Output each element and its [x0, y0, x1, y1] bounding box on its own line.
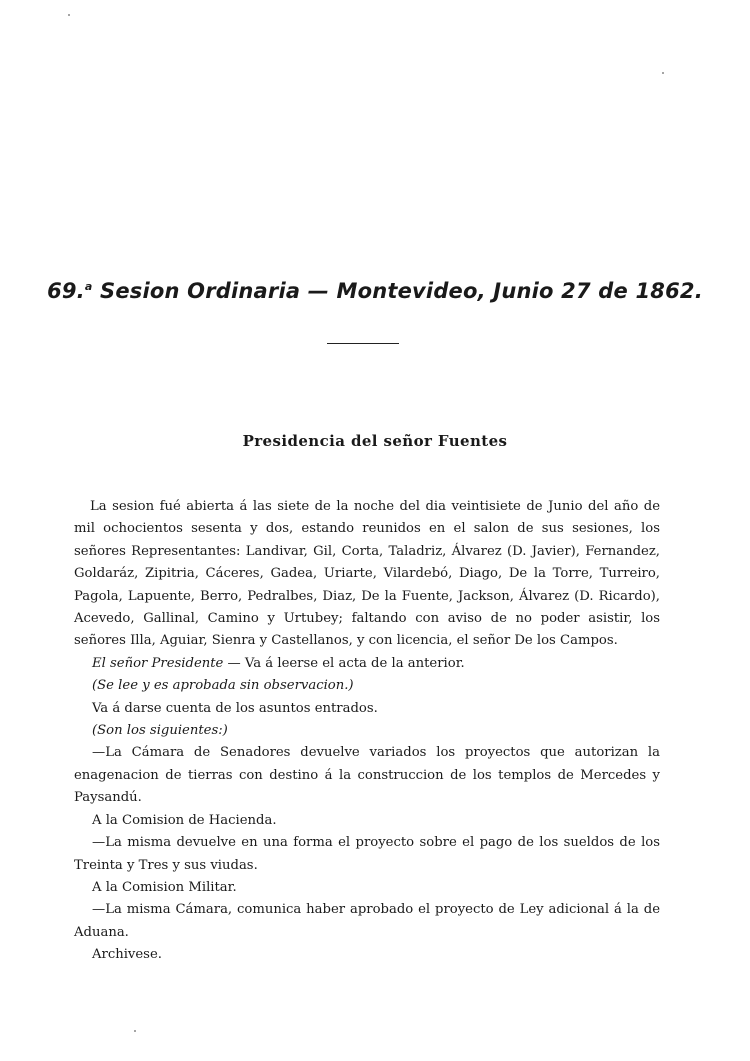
speaker-name: El señor Presidente: [92, 655, 224, 671]
item-3: —La misma Cámara, comunica haber aprobado el proyecto de Ley adicional á la de Aduana.: [74, 902, 660, 940]
session-title-text: Sesion Ordinaria — Montevideo, Junio 27 de 1862.: [100, 279, 703, 303]
item-1-destination: A la Comision de Hacienda.: [92, 812, 277, 828]
scan-speck: [662, 72, 664, 74]
item-1: —La Cámara de Senadores devuelve variados los proyectos que autorizan la enagenacion de tierras con destino á la construccion de los templos de Mercedes y Paysandú.: [74, 745, 660, 806]
item-2: —La misma devuelve en una forma el proyecto sobre el pago de los sueldos de los Treinta y Tres y sus viudas.: [74, 835, 660, 873]
item-3-destination: Archivese.: [92, 947, 162, 963]
approval-note: [74, 675, 660, 697]
following-note-text: (Son los siguientes:): [92, 723, 228, 739]
following-note: [74, 720, 660, 742]
session-number-sup: a: [84, 280, 93, 293]
item-2-destination: A la Comision Militar.: [92, 879, 237, 895]
session-number: 69.: [47, 279, 85, 303]
scan-speck: [134, 1030, 136, 1032]
presidency-heading: Presidencia del señor Fuentes: [242, 432, 508, 450]
session-title: [0, 279, 750, 303]
scan-speck: [68, 14, 70, 16]
minutes-body: [74, 496, 660, 967]
speaker-text: — Va á leerse el acta de la anterior.: [223, 655, 465, 671]
title-divider: [327, 343, 399, 344]
opening-paragraph: La sesion fué abierta á las siete de la noche del dia veintisiete de Junio del año de mil ochocientos sesenta y dos, estando reunidos en el salon de sus sesiones, los señores Representantes: Landivar, Gil, Corta, Taladriz, Álvarez (D. Javier), Fernandez, Goldaráz, Zipitria, Cáceres, Gadea, Uriarte, Vilardebó, Diago, De la Torre, Turreiro, Pagola, Lapuente, Berro, Pedralbes, Diaz, De la Fuente, Jackson, Álvarez (D. Ricardo), Acevedo, Gallinal, Camino y Urtubey; faltando con aviso de no poder asistir, los señores Illa, Aguiar, Sienra y Castellanos, y con licencia, el señor De los Campos.: [74, 499, 660, 649]
approval-note-text: (Se lee y es aprobada sin observacion.): [92, 678, 354, 694]
matters-announcement: Va á darse cuenta de los asuntos entrados.: [92, 700, 378, 716]
president-statement: [74, 653, 660, 675]
